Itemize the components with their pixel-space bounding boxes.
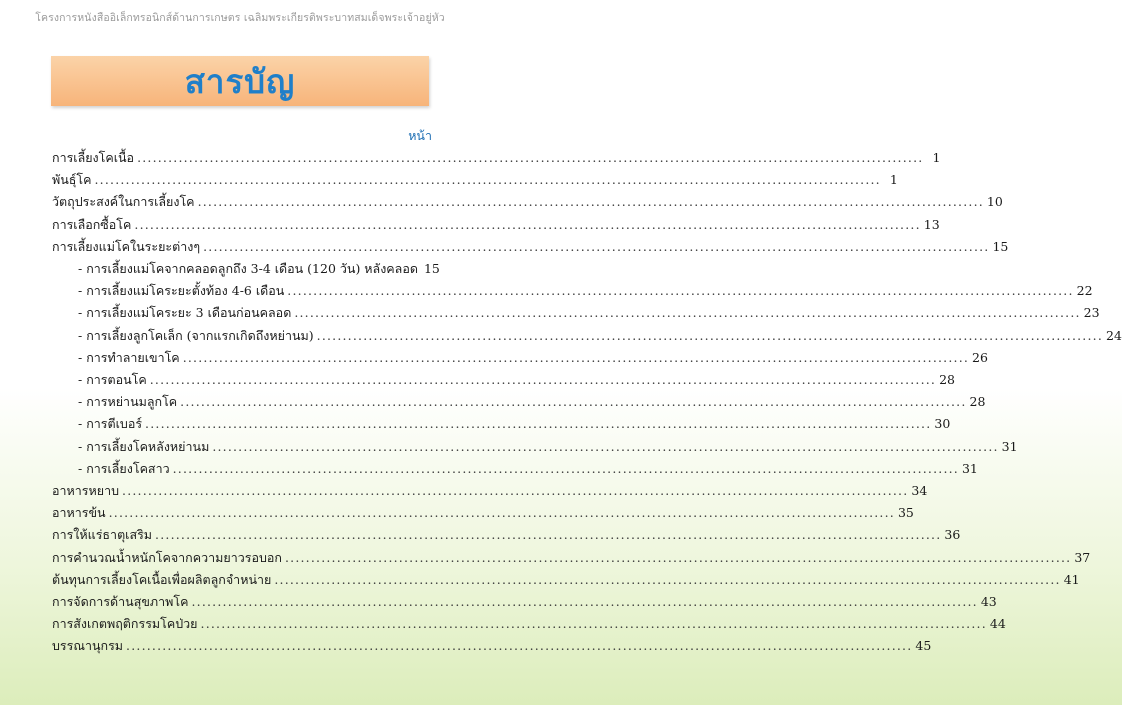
toc-page-number: 45 [915, 638, 932, 654]
toc-entry-title: การจัดการด้านสุขภาพโค [52, 594, 189, 609]
toc-entry-title: อาหารหยาบ [52, 483, 120, 498]
toc-subentry[interactable] [78, 261, 440, 277]
toc-page-number: 26 [972, 349, 988, 365]
dot-leader [109, 505, 895, 521]
page-column-label: หน้า [408, 128, 432, 143]
toc-entry-title: - การเลี้ยงแม่โคระยะตั้งท้อง 4-6 เดือน [78, 283, 285, 299]
dot-leader [201, 616, 987, 632]
toc-entry-title: - การตอนโค [78, 372, 147, 387]
toc-page-number: 44 [989, 616, 1006, 632]
dot-leader [198, 194, 984, 210]
toc-entry-title: บรรณานุกรม [52, 638, 124, 654]
dot-leader [95, 172, 881, 188]
dot-leader [285, 550, 1071, 566]
toc-entry-title: อาหารข้น [52, 505, 106, 521]
toc-page-number: 30 [934, 416, 951, 432]
dot-leader [203, 239, 989, 255]
toc-entry[interactable] [52, 594, 997, 610]
toc-entry-title: การเลี้ยงแม่โคในระยะต่างๆ [52, 238, 201, 254]
toc-entry[interactable] [52, 505, 914, 521]
toc-entry[interactable] [52, 638, 932, 654]
toc-page-number: 15 [423, 261, 440, 276]
toc-entry-title: - การเลี้ยงโคสาว [78, 460, 170, 476]
toc-page-number: 43 [980, 594, 997, 609]
dot-leader [150, 372, 936, 388]
toc-subentry[interactable] [78, 372, 956, 388]
toc-entry[interactable] [52, 194, 1003, 210]
toc-entry-title: - การเลี้ยงโคหลังหย่านม [78, 438, 210, 454]
dot-leader [274, 572, 1060, 588]
toc-page-number: 31 [1001, 438, 1018, 454]
dot-leader [155, 527, 941, 543]
toc-entry[interactable] [52, 172, 898, 188]
toc-page-number: 13 [923, 216, 940, 232]
toc-subentry[interactable] [78, 283, 1093, 299]
toc-page-number: 37 [1074, 549, 1091, 565]
toc-page-number: 15 [992, 238, 1009, 254]
toc-entry-title: การให้แร่ธาตุเสริม [52, 527, 153, 543]
dot-leader [212, 439, 998, 455]
toc-entry[interactable] [52, 216, 940, 233]
toc-entry-title: - การทำลายเขาโค [78, 349, 180, 365]
toc-entry-title: การคำนวณน้ำหนักโคจากความยาวรอบอก [52, 549, 282, 565]
dot-leader [137, 150, 923, 166]
toc-entry[interactable] [52, 483, 928, 499]
toc-subentry[interactable] [78, 305, 1100, 321]
toc-page-number: 41 [1063, 571, 1080, 587]
dot-leader [173, 461, 959, 477]
toc-entry[interactable] [52, 150, 941, 166]
running-header: โครงการหนังสืออิเล็กทรอนิกส์ด้านการเกษตร เฉลิมพระเกียรติพระบาทสมเด็จพระเจ้าอยู่หัว [35, 12, 445, 24]
dot-leader [145, 416, 931, 432]
toc-subentry[interactable] [78, 327, 1122, 344]
toc-subentry[interactable] [78, 438, 1018, 455]
toc-entry[interactable] [52, 527, 961, 543]
toc-page-number: 24 [1106, 327, 1122, 343]
dot-leader [180, 394, 966, 410]
toc-page-number: 31 [961, 460, 978, 476]
toc-entry-title: การเลี้ยงโคเนื้อ [52, 150, 135, 165]
dot-leader [287, 283, 1073, 299]
toc-entry-title: - การตีเบอร์ [78, 416, 143, 432]
dot-leader [122, 483, 908, 499]
toc-entry[interactable] [52, 238, 1009, 255]
toc-entry-title: การเลือกซื้อโค [52, 216, 132, 232]
toc-entry[interactable] [52, 616, 1006, 632]
toc-page-number: 34 [911, 483, 928, 498]
toc-entry-title: - การเลี้ยงแม่โคจากคลอดลูกถึง 3-4 เดือน (120 วัน) หลังคลอด [78, 261, 418, 276]
toc-page-number: 22 [1076, 283, 1093, 299]
dot-leader [294, 305, 1080, 321]
toc-subentry[interactable] [78, 416, 951, 432]
dot-leader [183, 350, 969, 366]
toc-subentry[interactable] [78, 349, 988, 366]
dot-leader [126, 638, 912, 654]
toc-subentry[interactable] [78, 460, 978, 477]
toc-entry-title: - การเลี้ยงแม่โคระยะ 3 เดือนก่อนคลอด [78, 305, 292, 321]
toc-page-number: 28 [969, 394, 986, 410]
dot-leader [317, 328, 1103, 344]
dot-leader [191, 594, 977, 610]
toc-page-number: 28 [939, 372, 956, 387]
toc-page-number: 10 [986, 194, 1003, 210]
toc-entry-title: วัตถุประสงค์ในการเลี้ยงโค [52, 194, 195, 210]
toc-entry-title: การสังเกตพฤติกรรมโคป่วย [52, 616, 198, 632]
toc-page-number: 1 [932, 150, 941, 165]
toc-subentry[interactable] [78, 394, 986, 410]
toc-entry[interactable] [52, 549, 1091, 566]
toc-page-number: 36 [944, 527, 961, 543]
toc-entry[interactable] [52, 571, 1080, 588]
toc-entry-title: ต้นทุนการเลี้ยงโคเนื้อเพื่อผลิตลูกจำหน่าย [52, 571, 272, 587]
toc-entry-title: - การหย่านมลูกโค [78, 394, 178, 410]
toc-page-number: 1 [889, 172, 898, 188]
toc-page-number: 23 [1083, 305, 1100, 321]
toc-entry-title: พันธุ์โค [52, 172, 92, 188]
page-title: สารบัญ [184, 61, 296, 101]
dot-leader [134, 217, 920, 233]
toc-entry-title: - การเลี้ยงลูกโคเล็ก (จากแรกเกิดถึงหย่านม) [78, 327, 314, 343]
toc-page-number: 35 [897, 505, 914, 521]
